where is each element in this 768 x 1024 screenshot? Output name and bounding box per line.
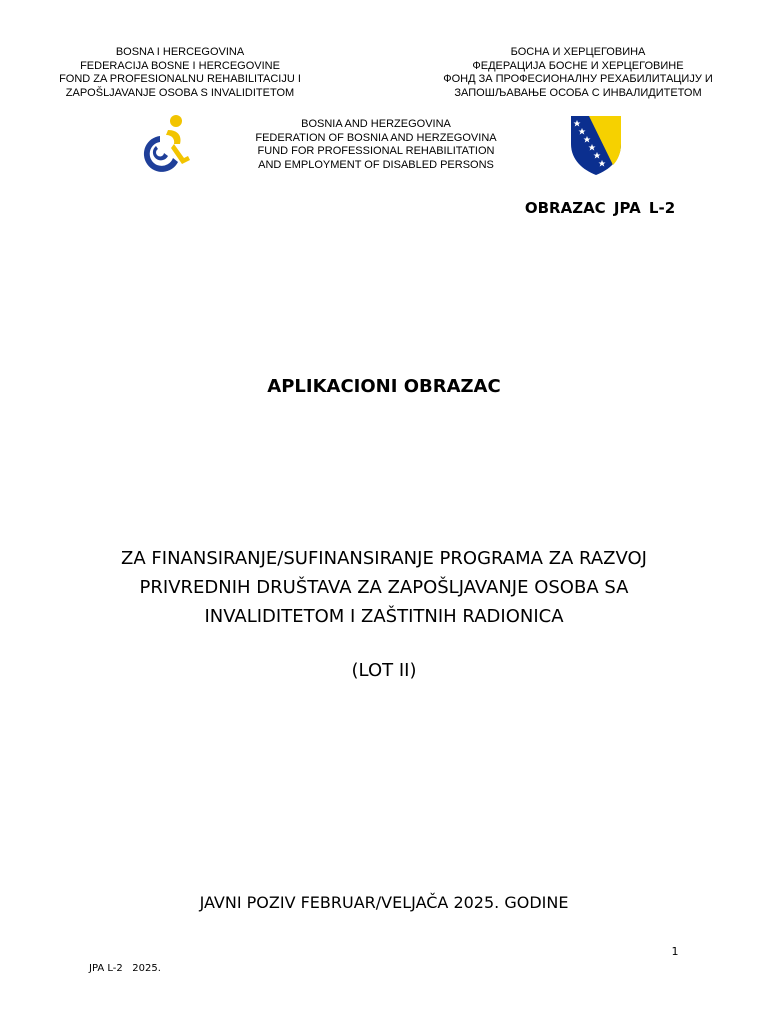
header-left-line: BOSNA I HERCEGOVINA [115,46,245,58]
header-right-block [428,46,728,100]
subtitle-line: PRIVREDNIH DRUŠTAVA ZA ZAPOŠLJAVANJE OSOBA SA [139,577,629,598]
fund-wheelchair-logo-icon [138,114,192,174]
header-left-line: ZAPOŠLJAVANJE OSOBA S INVALIDITETOM [65,86,295,99]
footer-text: JPA L-2 2025. [89,963,161,974]
public-call-date: JAVNI POZIV FEBRUAR/VELJAČA 2025. GODINE [199,893,569,912]
page-number: 1 [671,945,679,958]
subtitle-line: ZA FINANSIRANJE/SUFINANSIRANJE PROGRAMA ZA RAZVOJ [121,548,647,569]
header-right-line: ФОНД ЗА ПРОФЕСИОНАЛНУ РЕХАБИЛИТАЦИЈУ И [443,73,713,85]
header-left-line: FOND ZA PROFESIONALNU REHABILITACIJU I [59,73,301,85]
header-right-line: ЗАПОШЉАВАЊЕ ОСОБА С ИНВАЛИДИТЕТОМ [454,86,702,99]
header-left-line: FEDERACIJA BOSNE I HERCEGOVINE [80,59,280,72]
header-left-block [40,46,320,100]
header-right-line: БОСНА И ХЕРЦЕГОВИНА [510,46,646,58]
header-center-block [226,118,526,172]
header-center-line: BOSNIA AND HERZEGOVINA [301,118,451,130]
header-center-line: AND EMPLOYMENT OF DISABLED PERSONS [258,158,494,171]
subtitle-line: INVALIDITETOM I ZAŠTITNIH RADIONICA [204,606,564,627]
lot-label: (LOT II) [351,660,417,681]
form-code: OBRAZAC JPA L-2 [524,199,676,217]
header-right-line: ФЕДЕРАЦИЈА БОСНЕ И ХЕРЦЕГОВИНЕ [472,59,684,72]
header-center-line: FUND FOR PROFESSIONAL REHABILITATION [257,145,495,157]
coat-of-arms-icon [569,114,623,176]
main-title: APLIKACIONI OBRAZAC [267,376,501,397]
header-center-line: FEDERATION OF BOSNIA AND HERZEGOVINA [255,131,497,144]
subtitle [0,544,768,631]
